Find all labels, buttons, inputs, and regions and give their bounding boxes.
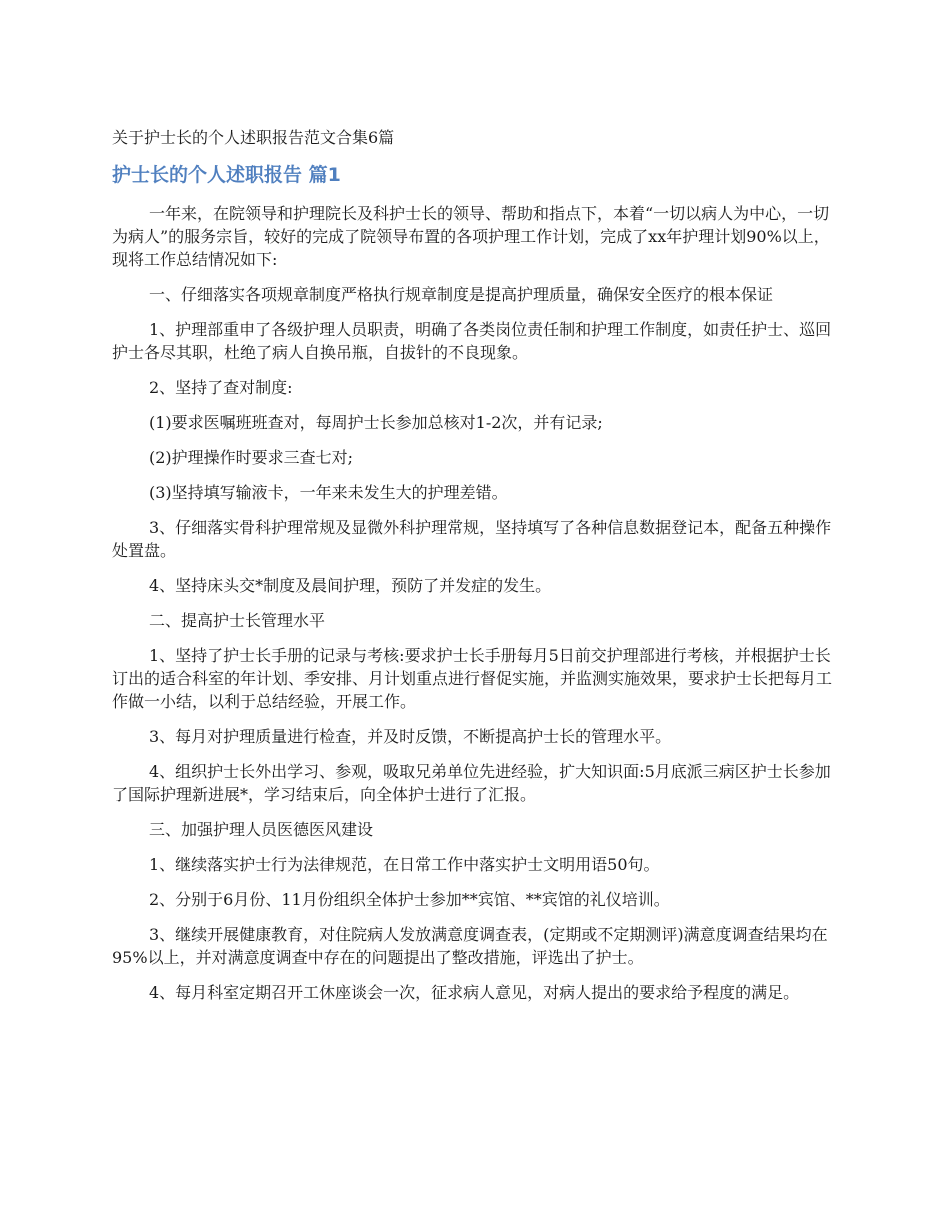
paragraph: (3)坚持填写输液卡，一年来未发生大的护理差错。 xyxy=(149,483,508,502)
paragraph: (2)护理操作时要求三查七对; xyxy=(149,448,354,467)
paragraph-section-3-title: 三、加强护理人员医德医风建设 xyxy=(149,820,374,839)
paragraph: 1、继续落实护士行为法律规范，在日常工作中落实护士文明用语50句。 xyxy=(149,855,660,874)
paragraph: 3、继续开展健康教育，对住院病人发放满意度调查表，(定期或不定期测评)满意度调查结果均在95%以上，并对满意度调查中存在的问题提出了整改措施，评选出了护士。 xyxy=(112,925,828,967)
paragraph: (1)要求医嘱班班查对，每周护士长参加总核对1-2次，并有记录; xyxy=(149,413,603,432)
paragraph: 1、坚持了护士长手册的记录与考核:要求护士长手册每月5日前交护理部进行考核，并根据护士长订出的适合科室的年计划、季安排、月计划重点进行督促实施，并监测实施效果，要求护士长把每月工作做一小结，以利于总结经验，开展工作。 xyxy=(112,646,833,711)
paragraph: 4、每月科室定期召开工休座谈会一次，征求病人意见，对病人提出的要求给予程度的满足。 xyxy=(149,983,800,1002)
section-heading: 护士长的个人述职报告 篇1 xyxy=(112,164,341,186)
paragraph: 1、护理部重申了各级护理人员职责，明确了各类岗位责任制和护理工作制度，如责任护士、巡回护士各尽其职，杜绝了病人自换吊瓶，自拔针的不良现象。 xyxy=(112,320,832,362)
paragraph: 4、坚持床头交*制度及晨间护理，预防了并发症的发生。 xyxy=(149,576,552,595)
paragraph: 2、坚持了查对制度: xyxy=(149,378,293,397)
paragraph: 4、组织护士长外出学习、参观，吸取兄弟单位先进经验，扩大知识面:5月底派三病区护士长参加了国际护理新进展*，学习结束后，向全体护士进行了汇报。 xyxy=(112,762,831,804)
paragraph: 3、仔细落实骨科护理常规及显微外科护理常规，坚持填写了各种信息数据登记本，配备五种操作处置盘。 xyxy=(112,518,832,560)
paragraph-section-1-title: 一、仔细落实各项规章制度严格执行规章制度是提高护理质量，确保安全医疗的根本保证 xyxy=(149,285,774,304)
paragraph: 3、每月对护理质量进行检查，并及时反馈，不断提高护士长的管理水平。 xyxy=(149,727,672,746)
document-page xyxy=(112,126,842,1016)
document-title: 关于护士长的个人述职报告范文合集6篇 xyxy=(112,128,395,147)
paragraph-section-2-title: 二、提高护士长管理水平 xyxy=(149,611,326,630)
paragraph-intro: 一年来，在院领导和护理院长及科护士长的领导、帮助和指点下，本着“一切以病人为中心，一切为病人”的服务宗旨，较好的完成了院领导布置的各项护理工作计划，完成了xx年护理计划90%以上，现将工作总结情况如下: xyxy=(112,204,830,269)
paragraph: 2、分别于6月份、11月份组织全体护士参加**宾馆、**宾馆的礼仪培训。 xyxy=(149,890,670,909)
